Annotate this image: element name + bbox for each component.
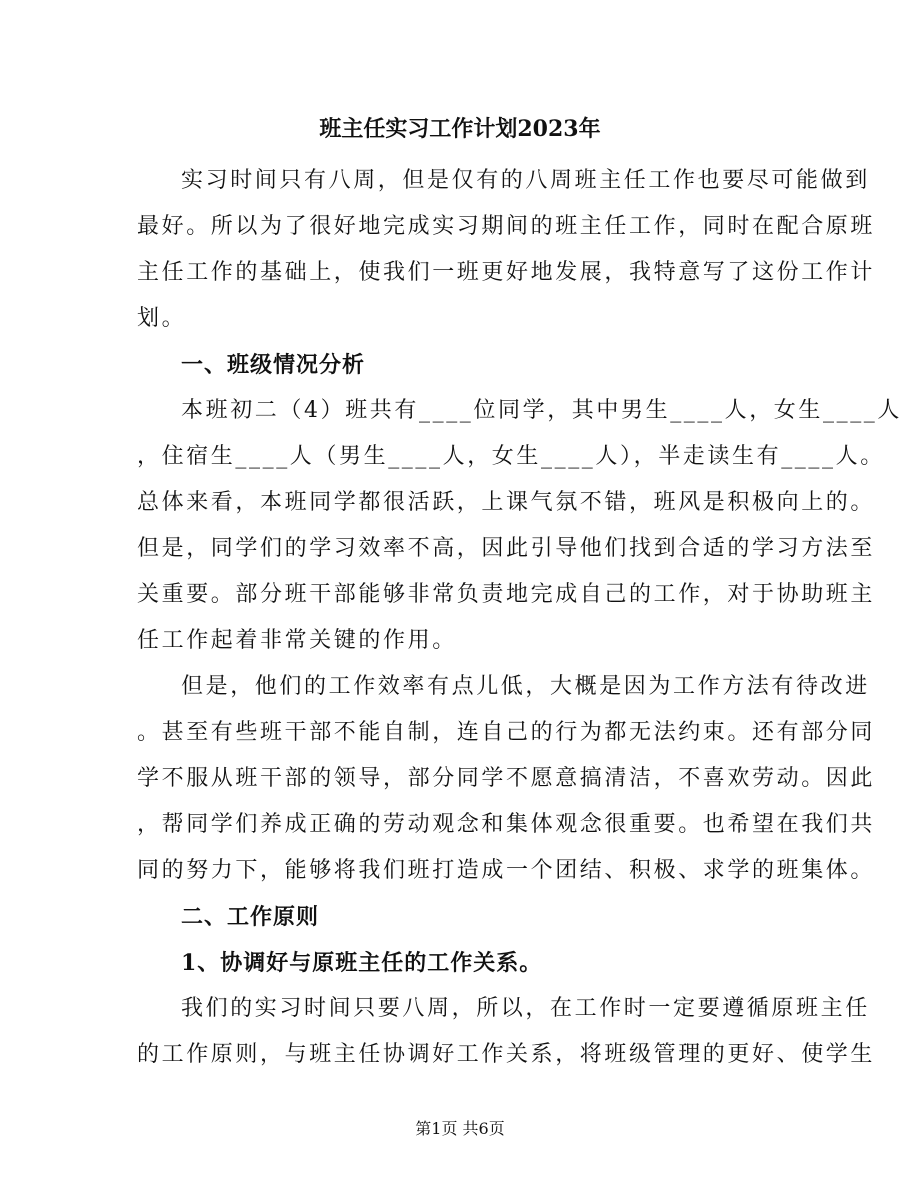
section-heading: 二、工作原则 — [181, 904, 320, 930]
paragraph-line: 但是，同学们的学习效率不高，因此引导他们找到合适的学习方法至 — [137, 536, 876, 561]
paragraph-line: ，住宿生____人（男生____人，女生____人），半走读生有____人。 — [137, 444, 885, 469]
paragraph-line: 但是，他们的工作效率有点儿低，大概是因为工作方法有待改进 — [181, 674, 870, 699]
paragraph-line: 本班初二（4）班共有____位同学，其中男生____人，女生____人 — [181, 398, 902, 423]
paragraph-line: 同的努力下，能够将我们班打造成一个团结、积极、求学的班集体。 — [137, 858, 876, 883]
paragraph-line: 最好。所以为了很好地完成实习期间的班主任工作，同时在配合原班 — [137, 214, 876, 239]
section-heading: 一、班级情况分析 — [181, 352, 366, 378]
page-footer: 第1页 共6页 — [415, 1119, 505, 1138]
document-title: 班主任实习工作计划2023年 — [319, 116, 601, 142]
paragraph-line: ，帮同学们养成正确的劳动观念和集体观念很重要。也希望在我们共 — [137, 812, 876, 837]
subsection-heading: 1、协调好与原班主任的工作关系。 — [181, 950, 543, 976]
paragraph-line: 任工作起着非常关键的作用。 — [137, 628, 457, 653]
paragraph-line: 实习时间只有八周，但是仅有的八周班主任工作也要尽可能做到 — [181, 168, 870, 193]
paragraph-line: 划。 — [137, 306, 187, 331]
paragraph-line: 关重要。部分班干部能够非常负责地完成自己的工作，对于协助班主 — [137, 582, 876, 607]
paragraph-line: 我们的实习时间只要八周，所以，在工作时一定要遵循原班主任 — [181, 996, 870, 1021]
paragraph-line: 主任工作的基础上，使我们一班更好地发展，我特意写了这份工作计 — [137, 260, 876, 285]
paragraph-line: 的工作原则，与班主任协调好工作关系，将班级管理的更好、使学生 — [137, 1042, 876, 1067]
paragraph-line: 总体来看，本班同学都很活跃，上课气氛不错，班风是积极向上的。 — [137, 490, 876, 515]
paragraph-line: 学不服从班干部的领导，部分同学不愿意搞清洁，不喜欢劳动。因此 — [137, 766, 876, 791]
paragraph-line: 。甚至有些班干部不能自制，连自己的行为都无法约束。还有部分同 — [137, 720, 876, 745]
